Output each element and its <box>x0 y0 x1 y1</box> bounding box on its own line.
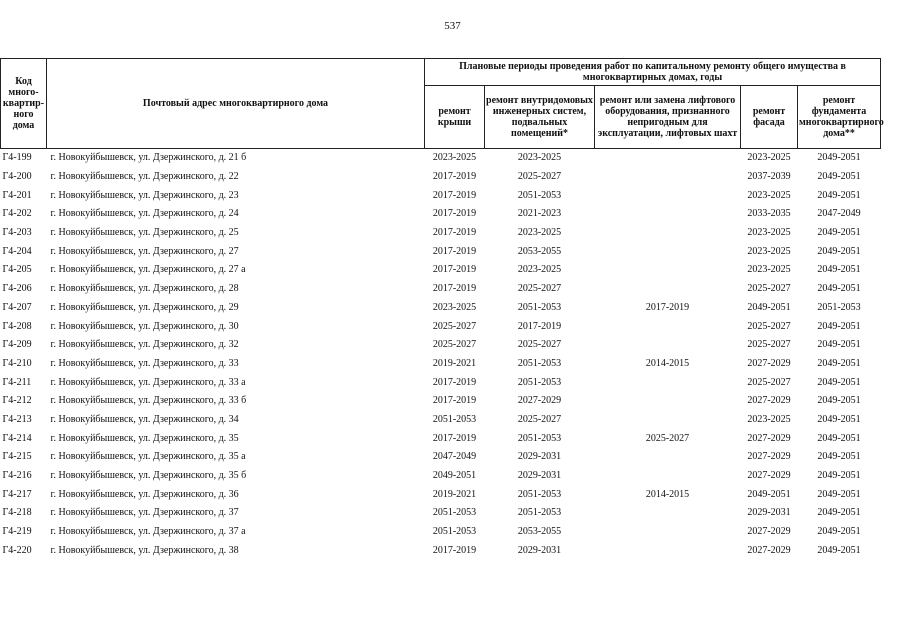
row-foundation: 2049-2051 <box>817 451 861 463</box>
header-foundation: ремонт фундамента многоквартирного дома** <box>798 86 881 149</box>
table-row <box>1 336 881 355</box>
row-elevator: 2017-2019 <box>645 301 690 313</box>
row-code: Г4-220 <box>2 544 32 556</box>
row-facade: 2025-2027 <box>747 376 791 388</box>
row-facade: 2027-2029 <box>747 544 791 556</box>
row-roof: 2025-2027 <box>432 320 477 332</box>
row-foundation: 2049-2051 <box>817 245 861 257</box>
row-code: Г4-218 <box>2 507 32 519</box>
row-code: Г4-215 <box>2 451 32 463</box>
row-roof: 2017-2019 <box>432 208 477 220</box>
row-foundation: 2049-2051 <box>817 526 861 538</box>
row-elevator <box>595 224 741 243</box>
table-row <box>1 168 881 187</box>
row-systems: 2025-2027 <box>517 413 562 425</box>
row-address: г. Новокуйбышевск, ул. Дзержинского, д. 38 <box>50 544 239 556</box>
row-code: Г4-211 <box>2 376 32 388</box>
row-roof: 2047-2049 <box>432 451 477 463</box>
row-code: Г4-204 <box>2 245 32 257</box>
header-periods-group: Плановые периоды проведения работ по капитальному ремонту общего имущества в многоквартирных домах, годы <box>425 59 881 86</box>
table-row <box>1 317 881 336</box>
row-code: Г4-199 <box>2 152 32 164</box>
table-row <box>1 504 881 523</box>
row-roof: 2017-2019 <box>432 544 477 556</box>
row-address: г. Новокуйбышевск, ул. Дзержинского, д. 35 а <box>50 451 246 463</box>
row-foundation: 2049-2051 <box>817 395 861 407</box>
row-facade: 2023-2025 <box>747 189 791 201</box>
row-code: Г4-205 <box>2 264 32 276</box>
row-systems: 2023-2025 <box>517 264 562 276</box>
table-row <box>1 373 881 392</box>
row-code: Г4-210 <box>2 357 32 369</box>
row-roof: 2017-2019 <box>432 376 477 388</box>
table-row <box>1 541 881 560</box>
row-foundation: 2049-2051 <box>817 339 861 351</box>
row-foundation: 2049-2051 <box>817 507 861 519</box>
header-roof: ремонт крыши <box>425 86 485 149</box>
row-address: г. Новокуйбышевск, ул. Дзержинского, д. 33 а <box>50 376 246 388</box>
row-address: г. Новокуйбышевск, ул. Дзержинского, д. 23 <box>50 189 239 201</box>
row-roof: 2023-2025 <box>432 301 477 313</box>
row-facade: 2027-2029 <box>747 470 791 482</box>
row-systems: 2023-2025 <box>517 152 562 164</box>
row-foundation: 2049-2051 <box>817 413 861 425</box>
row-facade: 2023-2025 <box>747 413 791 425</box>
table-header <box>1 59 884 149</box>
row-facade: 2037-2039 <box>747 171 791 183</box>
table-body <box>1 149 881 561</box>
row-foundation: 2049-2051 <box>817 283 861 295</box>
header-facade: ремонт фасада <box>741 86 798 149</box>
row-facade: 2027-2029 <box>747 451 791 463</box>
row-roof: 2017-2019 <box>432 395 477 407</box>
row-address: г. Новокуйбышевск, ул. Дзержинского, д. 28 <box>50 283 239 295</box>
row-code: Г4-217 <box>2 488 32 500</box>
row-roof: 2051-2053 <box>432 413 477 425</box>
row-code: Г4-213 <box>2 413 32 425</box>
row-systems: 2051-2053 <box>517 301 562 313</box>
row-roof: 2049-2051 <box>432 470 477 482</box>
header-code: Код много-квартир-ного дома <box>1 59 47 149</box>
row-elevator <box>595 523 741 542</box>
row-address: г. Новокуйбышевск, ул. Дзержинского, д. 27 <box>50 245 239 257</box>
row-address: г. Новокуйбышевск, ул. Дзержинского, д. 33 б <box>50 395 247 407</box>
row-foundation: 2049-2051 <box>817 171 861 183</box>
row-roof: 2017-2019 <box>432 245 477 257</box>
repair-schedule-table <box>0 58 884 560</box>
row-foundation: 2049-2051 <box>817 264 861 276</box>
row-roof: 2051-2053 <box>432 526 477 538</box>
row-address: г. Новокуйбышевск, ул. Дзержинского, д. 35 <box>50 432 239 444</box>
row-systems: 2051-2053 <box>517 189 562 201</box>
row-code: Г4-201 <box>2 189 32 201</box>
row-foundation: 2049-2051 <box>817 470 861 482</box>
row-elevator <box>595 168 741 187</box>
row-elevator <box>595 205 741 224</box>
row-roof: 2017-2019 <box>432 189 477 201</box>
row-code: Г4-203 <box>2 227 32 239</box>
row-code: Г4-202 <box>2 208 32 220</box>
row-address: г. Новокуйбышевск, ул. Дзержинского, д. 36 <box>50 488 239 500</box>
row-foundation: 2047-2049 <box>817 208 861 220</box>
table-row <box>1 411 881 430</box>
row-systems: 2053-2055 <box>517 245 562 257</box>
row-systems: 2051-2053 <box>517 507 562 519</box>
row-code: Г4-216 <box>2 470 32 482</box>
row-systems: 2027-2029 <box>517 395 562 407</box>
row-roof: 2017-2019 <box>432 264 477 276</box>
row-foundation: 2049-2051 <box>817 488 861 500</box>
row-facade: 2033-2035 <box>747 208 791 220</box>
row-elevator <box>595 317 741 336</box>
row-address: г. Новокуйбышевск, ул. Дзержинского, д. 32 <box>50 339 239 351</box>
table-row <box>1 429 881 448</box>
row-foundation: 2049-2051 <box>817 152 861 164</box>
row-code: Г4-200 <box>2 171 32 183</box>
row-address: г. Новокуйбышевск, ул. Дзержинского, д. 21 б <box>50 152 247 164</box>
row-roof: 2017-2019 <box>432 227 477 239</box>
row-foundation: 2049-2051 <box>817 189 861 201</box>
row-foundation: 2049-2051 <box>817 357 861 369</box>
row-foundation: 2049-2051 <box>817 432 861 444</box>
row-systems: 2025-2027 <box>517 339 562 351</box>
row-code: Г4-214 <box>2 432 32 444</box>
row-systems: 2023-2025 <box>517 227 562 239</box>
header-systems: ремонт внутридомовых инженерных систем, подвальных помещений* <box>485 86 595 149</box>
row-code: Г4-209 <box>2 339 32 351</box>
row-facade: 2023-2025 <box>747 227 791 239</box>
row-elevator: 2014-2015 <box>645 488 690 500</box>
row-systems: 2051-2053 <box>517 376 562 388</box>
row-address: г. Новокуйбышевск, ул. Дзержинского, д. 35 б <box>50 470 247 482</box>
row-facade: 2027-2029 <box>747 357 791 369</box>
row-roof: 2017-2019 <box>432 171 477 183</box>
row-code: Г4-219 <box>2 526 32 538</box>
row-facade: 2025-2027 <box>747 339 791 351</box>
row-facade: 2027-2029 <box>747 395 791 407</box>
row-address: г. Новокуйбышевск, ул. Дзержинского, д. 37 а <box>50 526 246 538</box>
row-elevator <box>595 280 741 299</box>
row-foundation: 2049-2051 <box>817 320 861 332</box>
row-elevator <box>595 186 741 205</box>
table-row <box>1 299 881 318</box>
row-foundation: 2049-2051 <box>817 376 861 388</box>
row-foundation: 2049-2051 <box>817 227 861 239</box>
row-elevator <box>595 504 741 523</box>
row-systems: 2051-2053 <box>517 357 562 369</box>
row-facade: 2029-2031 <box>747 507 791 519</box>
row-elevator <box>595 261 741 280</box>
row-address: г. Новокуйбышевск, ул. Дзержинского, д. 34 <box>50 413 239 425</box>
row-address: г. Новокуйбышевск, ул. Дзержинского, д. 22 <box>50 171 239 183</box>
row-systems: 2025-2027 <box>517 171 562 183</box>
row-code: Г4-208 <box>2 320 32 332</box>
row-systems: 2051-2053 <box>517 432 562 444</box>
row-address: г. Новокуйбышевск, ул. Дзержинского, д. 24 <box>50 208 239 220</box>
row-roof: 2023-2025 <box>432 152 477 164</box>
table-row <box>1 523 881 542</box>
table-row <box>1 205 881 224</box>
table-row <box>1 242 881 261</box>
row-systems: 2053-2055 <box>517 526 562 538</box>
row-roof: 2019-2021 <box>432 357 477 369</box>
row-systems: 2017-2019 <box>517 320 562 332</box>
row-code: Г4-212 <box>2 395 32 407</box>
row-roof: 2017-2019 <box>432 283 477 295</box>
row-elevator <box>595 373 741 392</box>
row-address: г. Новокуйбышевск, ул. Дзержинского, д. 33 <box>50 357 239 369</box>
table-row <box>1 224 881 243</box>
row-elevator <box>595 242 741 261</box>
row-roof: 2051-2053 <box>432 507 477 519</box>
row-facade: 2023-2025 <box>747 245 791 257</box>
row-elevator: 2014-2015 <box>645 357 690 369</box>
row-address: г. Новокуйбышевск, ул. Дзержинского, д. 29 <box>50 301 239 313</box>
row-facade: 2025-2027 <box>747 283 791 295</box>
row-elevator <box>595 392 741 411</box>
row-address: г. Новокуйбышевск, ул. Дзержинского, д. 25 <box>50 227 239 239</box>
table-row <box>1 149 881 168</box>
row-address: г. Новокуйбышевск, ул. Дзержинского, д. 37 <box>50 507 239 519</box>
row-elevator <box>595 448 741 467</box>
row-facade: 2027-2029 <box>747 526 791 538</box>
row-roof: 2025-2027 <box>432 339 477 351</box>
header-address: Почтовый адрес многоквартирного дома <box>47 59 425 149</box>
row-address: г. Новокуйбышевск, ул. Дзержинского, д. 30 <box>50 320 239 332</box>
row-elevator <box>595 467 741 486</box>
row-systems: 2029-2031 <box>517 451 562 463</box>
row-roof: 2017-2019 <box>432 432 477 444</box>
page-number: 537 <box>444 20 461 32</box>
row-elevator <box>595 149 741 168</box>
row-systems: 2025-2027 <box>517 283 562 295</box>
table-row <box>1 467 881 486</box>
table-row <box>1 280 881 299</box>
row-elevator <box>595 336 741 355</box>
row-foundation: 2051-2053 <box>817 301 861 313</box>
table-row <box>1 448 881 467</box>
row-facade: 2049-2051 <box>747 301 791 313</box>
row-systems: 2029-2031 <box>517 470 562 482</box>
row-roof: 2019-2021 <box>432 488 477 500</box>
table-row <box>1 392 881 411</box>
row-systems: 2051-2053 <box>517 488 562 500</box>
row-foundation: 2049-2051 <box>817 544 861 556</box>
table-row <box>1 355 881 374</box>
table-row <box>1 186 881 205</box>
row-facade: 2049-2051 <box>747 488 791 500</box>
row-systems: 2021-2023 <box>517 208 562 220</box>
row-facade: 2023-2025 <box>747 152 791 164</box>
row-code: Г4-206 <box>2 283 32 295</box>
row-facade: 2027-2029 <box>747 432 791 444</box>
row-address: г. Новокуйбышевск, ул. Дзержинского, д. 27 а <box>50 264 246 276</box>
row-systems: 2029-2031 <box>517 544 562 556</box>
row-facade: 2025-2027 <box>747 320 791 332</box>
row-elevator <box>595 541 741 560</box>
row-facade: 2023-2025 <box>747 264 791 276</box>
row-elevator: 2025-2027 <box>645 432 690 444</box>
row-elevator <box>595 411 741 430</box>
header-elevator: ремонт или замена лифтового оборудования, признанного непригодным для эксплуатации, лифтовых шахт <box>595 86 741 149</box>
table-row <box>1 485 881 504</box>
row-code: Г4-207 <box>2 301 32 313</box>
table-row <box>1 261 881 280</box>
